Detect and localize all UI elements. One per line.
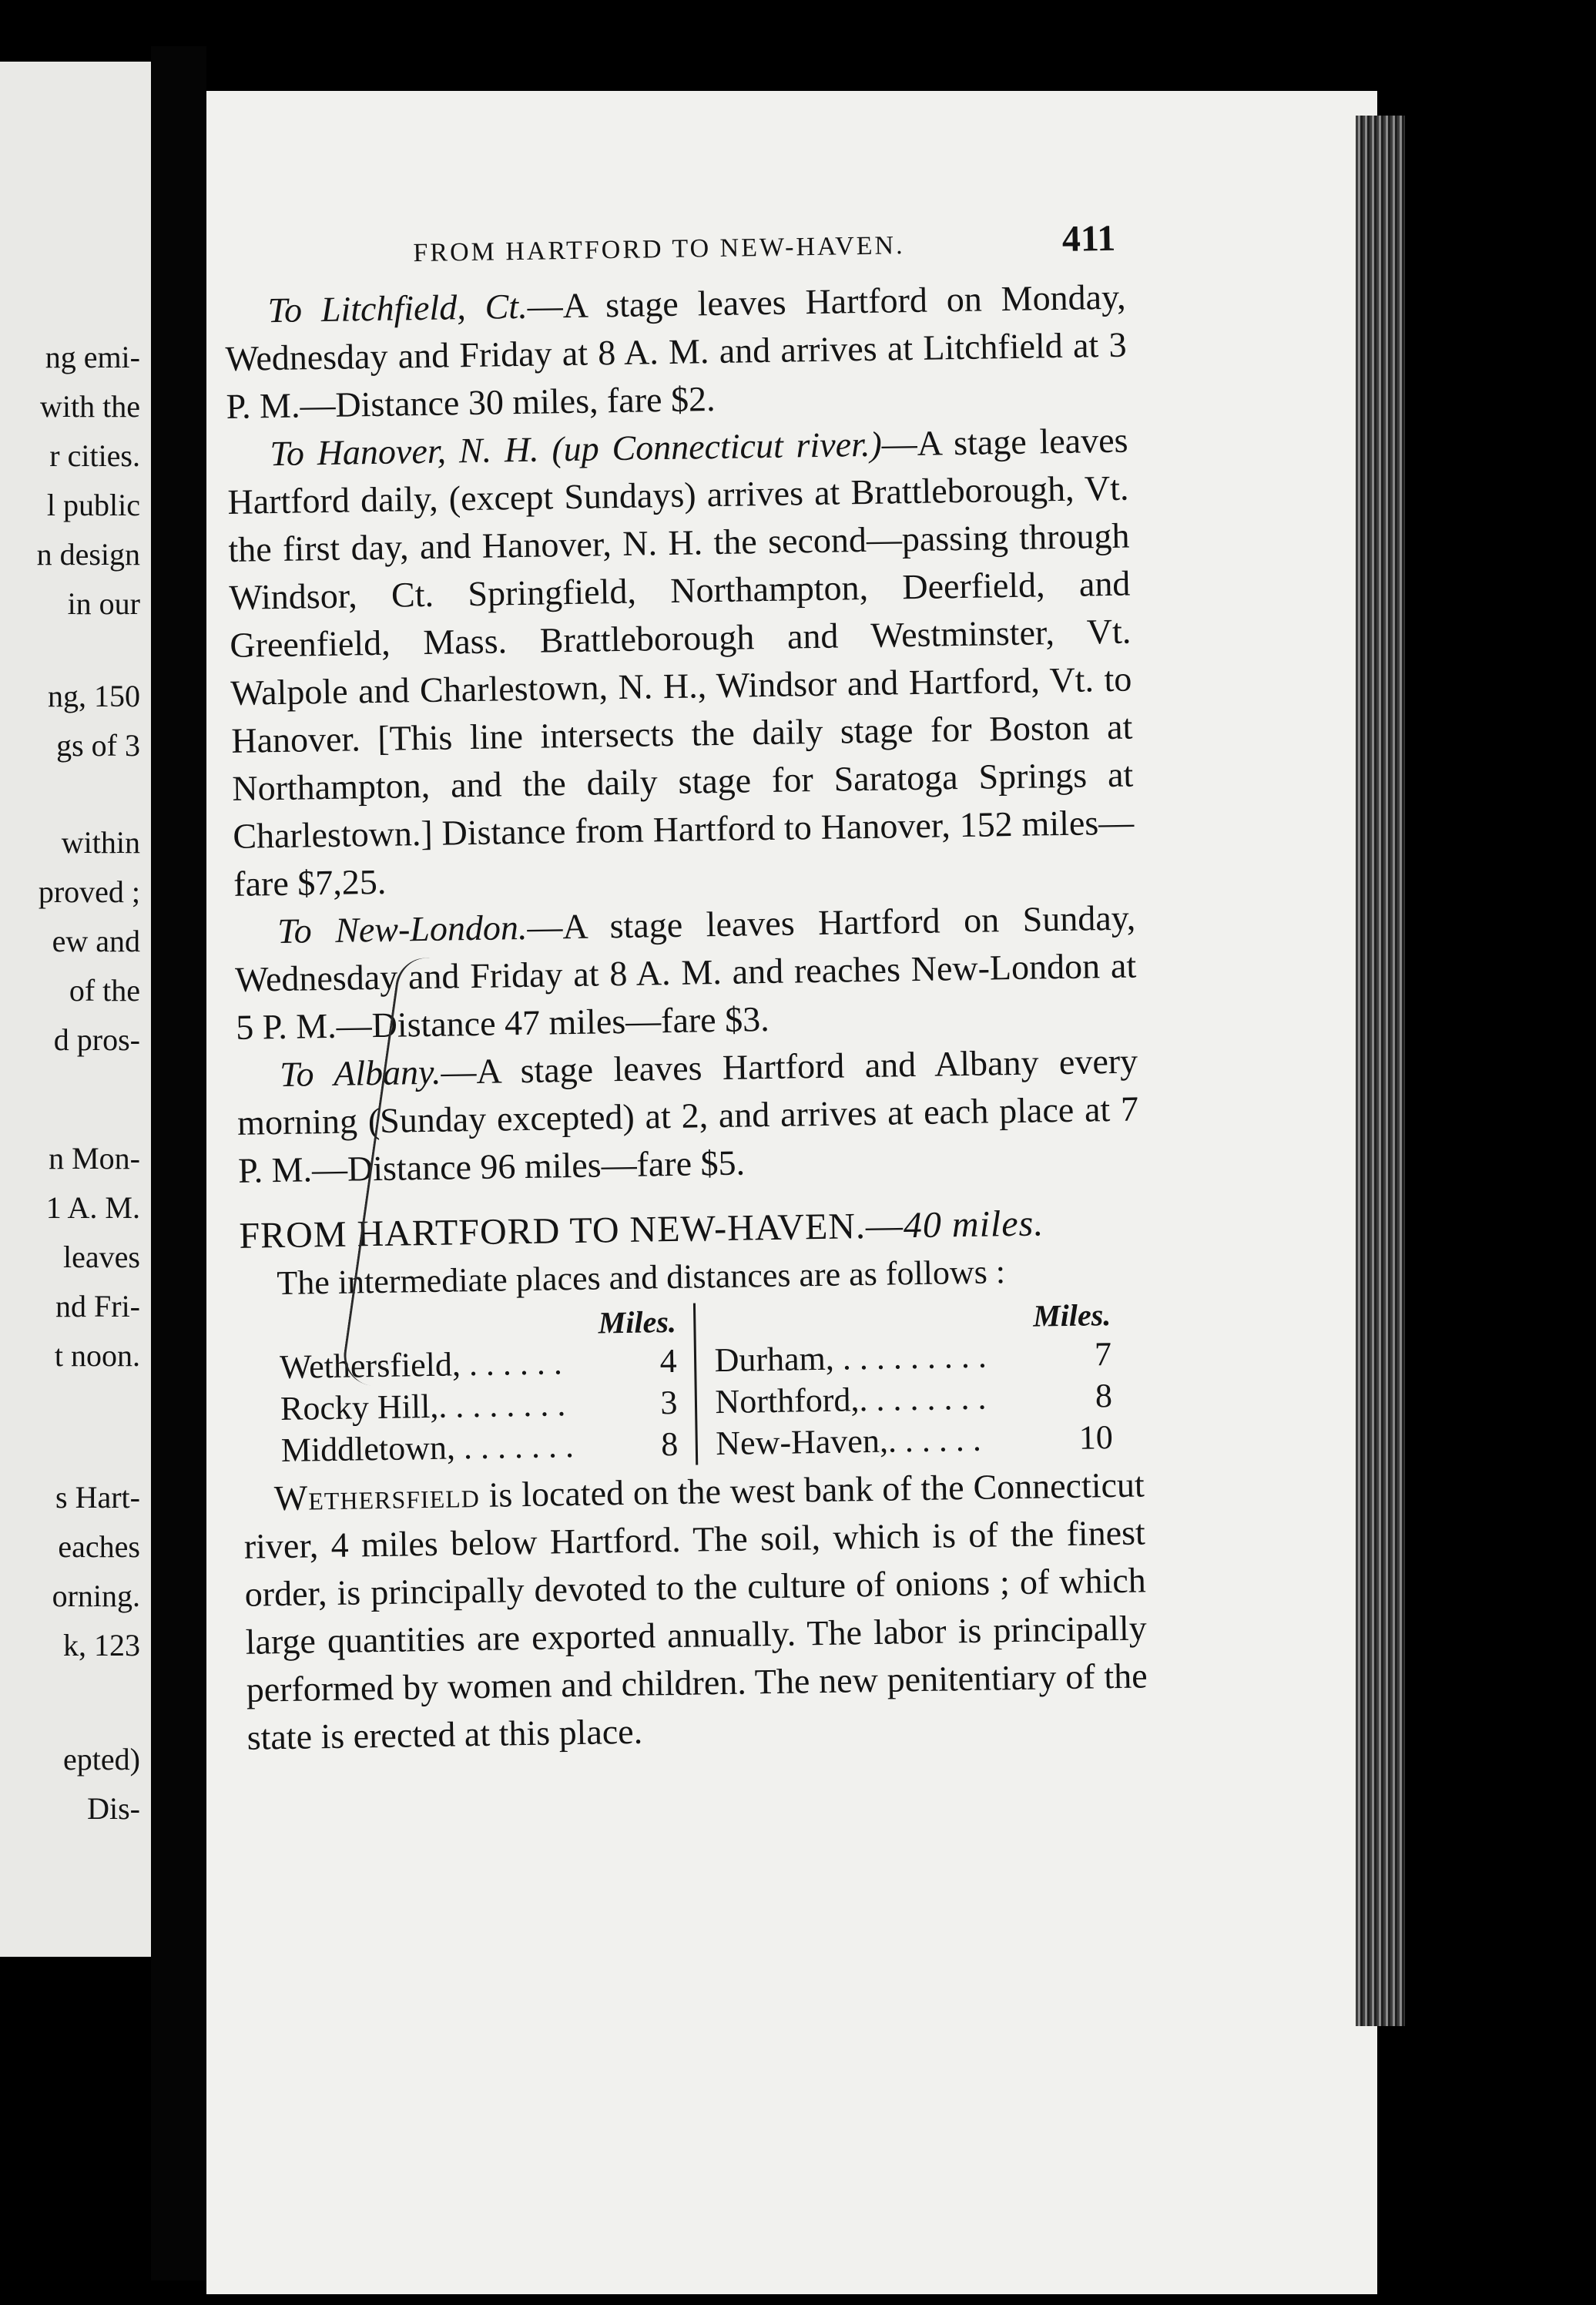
- facing-page-line: n design: [36, 537, 140, 572]
- facing-page-line: orning.: [52, 1579, 140, 1613]
- facing-page-line: in our: [67, 586, 140, 621]
- place-miles: 10: [1078, 1418, 1114, 1457]
- distance-row: [280, 1382, 678, 1430]
- facing-page-line: l public: [46, 488, 140, 522]
- route-paragraph-new-london: [234, 894, 1138, 1052]
- distance-row: [715, 1375, 1112, 1423]
- facing-page-line: leaves: [63, 1240, 140, 1274]
- distance-row: [280, 1424, 678, 1471]
- place-lead: Wethersfield: [273, 1475, 481, 1518]
- distance-column-right: [695, 1297, 1113, 1465]
- place-name: New-Haven,. . . . . .: [715, 1420, 982, 1463]
- place-name: Rocky Hill,. . . . . . . .: [280, 1385, 566, 1428]
- facing-page-line: gs of 3: [56, 728, 140, 763]
- facing-page-line: ng emi-: [45, 340, 140, 374]
- place-name: Durham, . . . . . . . . .: [714, 1337, 987, 1380]
- place-miles: 7: [1094, 1335, 1112, 1374]
- facing-page: [0, 62, 151, 1957]
- place-name: Wethersfield, . . . . . .: [279, 1344, 563, 1387]
- miles-header: Miles.: [1032, 1297, 1112, 1334]
- distance-table: [279, 1297, 1113, 1471]
- route-text: —A stage leaves Hartford and Albany every morning (Sunday excepted) at 2, and arrives at each place at 7 P. M.—Distance 96 miles—fare $5.: [236, 1041, 1139, 1190]
- facing-page-line: within: [61, 825, 140, 860]
- route-lead: To Albany.: [279, 1052, 441, 1094]
- facing-page-line: Dis-: [87, 1791, 140, 1826]
- facing-page-line: n Mon-: [49, 1141, 140, 1176]
- route-lead: To New-London.: [277, 907, 528, 951]
- facing-page-line: nd Fri-: [55, 1289, 140, 1324]
- page-text: [223, 217, 1148, 1762]
- place-name: Middletown, . . . . . . .: [280, 1427, 575, 1470]
- facing-page-line: ng, 150: [48, 679, 140, 713]
- facing-page-line: eaches: [58, 1529, 140, 1564]
- facing-page-line: ew and: [52, 924, 140, 958]
- facing-page-line: d pros-: [53, 1022, 140, 1057]
- facing-page-line: with the: [40, 389, 140, 424]
- place-miles: 4: [659, 1341, 677, 1381]
- book-gutter: [151, 46, 206, 2280]
- route-text: —A stage leaves Hartford daily, (except Sundays) arrives at Brattleborough, Vt. the first day, and Hanover, N. H. the second—passing through Windsor, Ct. Springfield, Northampton, Deerfield, and Greenfield, Mass. Brattleborough and Westminster, Vt. Walpole and Charlestown, N. H., Windsor and Hartford, Vt. to Hanover. [This line intersects the daily stage for Boston at Northampton, and the daily stage for Saratoga Springs at Charlestown.] Distance from Hartford to Hanover, 152 miles—fare $7,25.: [227, 420, 1135, 904]
- section-heading-title: FROM HARTFORD TO NEW-HAVEN.—: [239, 1205, 904, 1257]
- route-lead: To Hanover, N. H. (up Connecticut river.): [270, 424, 883, 474]
- place-miles: 3: [660, 1383, 678, 1422]
- distance-column-left: [279, 1303, 698, 1471]
- section-heading-distance: 40 miles.: [903, 1203, 1044, 1246]
- route-text: —A stage leaves Hartford on Monday, Wednesday and Friday at 8 A. M. and arrives at Litchfield at 3 P. M.—Distance 30 miles, fare $2.: [225, 277, 1127, 426]
- distance-row: [714, 1334, 1112, 1381]
- route-paragraph-litchfield: [224, 273, 1128, 431]
- route-paragraph-hanover: [226, 417, 1135, 908]
- distance-row: [716, 1417, 1113, 1465]
- facing-page-line: t noon.: [54, 1338, 140, 1373]
- page-number: 411: [1061, 217, 1116, 260]
- route-text: —A stage leaves Hartford on Sunday, Wednesday and Friday at 8 A. M. and reaches New-London at 5 P. M.—Distance 47 miles—fare $3.: [234, 898, 1137, 1047]
- place-miles: 8: [1095, 1377, 1113, 1415]
- wethersfield-text: is located on the west bank of the Connecticut river, 4 miles below Hartford. The soil, which is of the finest order, is principally devoted to the culture of onions ; of which large quantities are exported annually. The labor is principally performed by women and children. The new penitentiary of the state is erected at this place.: [243, 1465, 1148, 1757]
- page-edges: [1356, 116, 1405, 2026]
- place-miles: 8: [660, 1424, 679, 1464]
- facing-page-line: of the: [69, 973, 140, 1008]
- facing-page-line: proved ;: [38, 874, 140, 909]
- miles-header: Miles.: [598, 1303, 677, 1340]
- facing-page-line: r cities.: [49, 438, 140, 473]
- wethersfield-paragraph: [243, 1461, 1148, 1761]
- section-intro: The intermediate places and distances are as follows :: [277, 1253, 1006, 1303]
- place-name: Northford,. . . . . . . .: [715, 1378, 987, 1421]
- facing-page-line: 1 A. M.: [45, 1190, 140, 1225]
- facing-page-line: k, 123: [63, 1628, 140, 1662]
- running-head: FROM HARTFORD TO NEW-HAVEN.: [413, 231, 905, 268]
- facing-page-line: s Hart-: [55, 1480, 140, 1515]
- route-lead: To Litchfield, Ct.: [267, 286, 528, 330]
- facing-page-line: epted): [63, 1742, 140, 1777]
- distance-row: [280, 1340, 677, 1388]
